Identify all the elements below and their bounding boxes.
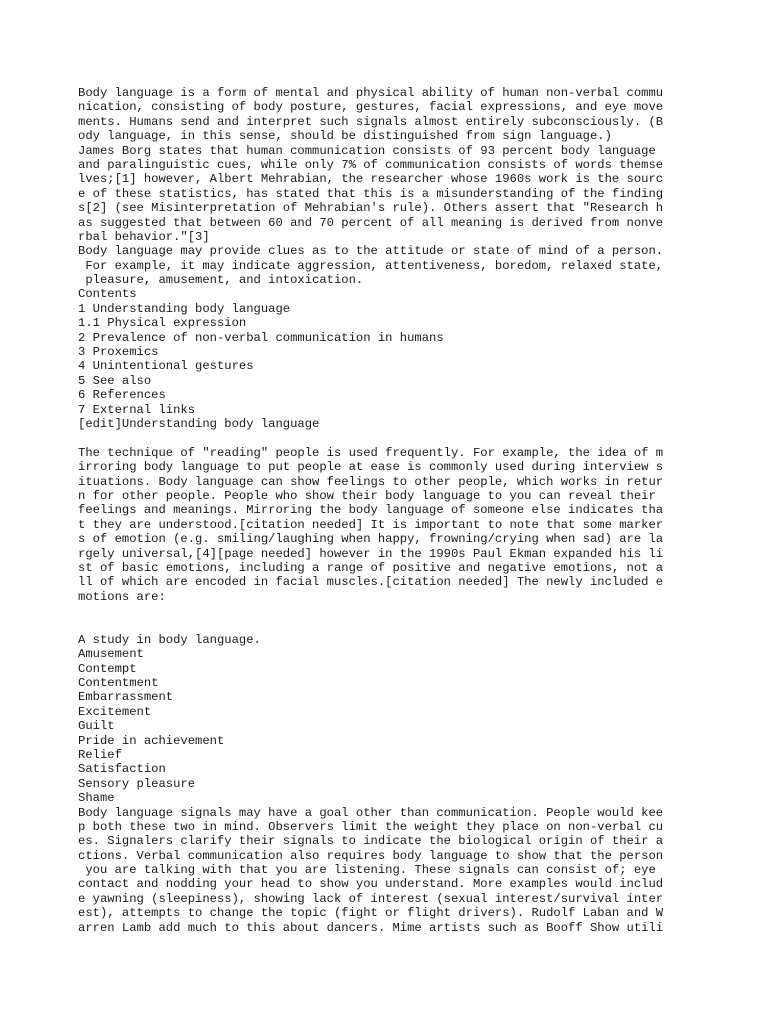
text-line: Body language signals may have a goal other than communication. People would kee	[78, 805, 664, 820]
list-item: Amusement	[78, 647, 144, 662]
text-line: rgely universal,[4][page needed] however in the 1990s Paul Ekman expanded his li	[78, 546, 664, 561]
text-line: ctions. Verbal communication also requires body language to show that the person	[78, 848, 664, 863]
text-line: James Borg states that human communication consists of 93 percent body language	[78, 143, 656, 158]
list-item: Sensory pleasure	[78, 776, 196, 791]
contents-item[interactable]: 3 Proxemics	[78, 345, 159, 360]
section-heading: [edit]Understanding body language	[78, 416, 320, 431]
contents-item[interactable]: 1 Understanding body language	[78, 301, 291, 316]
text-line: rbal behavior."[3]	[78, 229, 210, 244]
text-line: e yawning (sleepiness), showing lack of interest (sexual interest/survival inter	[78, 891, 664, 906]
list-item: Shame	[78, 791, 115, 806]
text-line: For example, it may indicate aggression, attentiveness, boredom, relaxed state,	[78, 258, 664, 273]
contents-item[interactable]: 7 External links	[78, 402, 196, 417]
contents-heading: Contents	[78, 287, 137, 302]
list-item: Contempt	[78, 661, 137, 676]
text-line: contact and nodding your head to show you understand. More examples would includ	[78, 877, 664, 892]
text-line: st of basic emotions, including a range of positive and negative emotions, not a	[78, 560, 664, 575]
list-item: Contentment	[78, 676, 159, 691]
document-page	[78, 86, 698, 935]
list-item: Satisfaction	[78, 762, 166, 777]
emotions-list	[78, 647, 698, 805]
list-item: Embarrassment	[78, 690, 174, 705]
text-line: irroring body language to put people at ease is commonly used during interview s	[78, 460, 664, 475]
text-line: as suggested that between 60 and 70 percent of all meaning is derived from nonve	[78, 215, 664, 230]
text-line: ll of which are encoded in facial muscles.[citation needed] The newly included e	[78, 575, 664, 590]
text-line: s of emotion (e.g. smiling/laughing when happy, frowning/crying when sad) are la	[78, 532, 664, 547]
contents-item[interactable]: 6 References	[78, 388, 166, 403]
text-line: pleasure, amusement, and intoxication.	[78, 273, 364, 288]
contents-item[interactable]: 1.1 Physical expression	[78, 316, 247, 331]
spacer	[78, 431, 698, 445]
list-item: Relief	[78, 747, 122, 762]
text-line: arren Lamb add much to this about dancers. Mime artists such as Booff Show utili	[78, 920, 664, 935]
text-line: ody language, in this sense, should be distinguished from sign language.)	[78, 129, 612, 144]
text-line: Body language is a form of mental and physical ability of human non-verbal commu	[78, 86, 664, 100]
contents-item[interactable]: 5 See also	[78, 373, 152, 388]
text-line: ituations. Body language can show feelings to other people, which works in retur	[78, 474, 664, 489]
contents-item[interactable]: 2 Prevalence of non-verbal communication in humans	[78, 330, 444, 345]
text-line: lves;[1] however, Albert Mehrabian, the researcher whose 1960s work is the sourc	[78, 172, 664, 187]
section-paragraph-1	[78, 446, 698, 604]
table-of-contents	[78, 287, 698, 417]
list-item: Excitement	[78, 704, 152, 719]
text-line: s[2] (see Misinterpretation of Mehrabian's rule). Others assert that "Research h	[78, 201, 664, 216]
text-line: p both these two in mind. Observers limit the weight they place on non-verbal cu	[78, 819, 664, 834]
intro-paragraph-1	[78, 86, 698, 144]
list-item: Guilt	[78, 719, 115, 734]
text-line: feelings and meanings. Mirroring the body language of someone else indicates tha	[78, 503, 664, 518]
text-line: est), attempts to change the topic (fight or flight drivers). Rudolf Laban and W	[78, 906, 664, 921]
text-line: es. Signalers clarify their signals to indicate the biological origin of their a	[78, 834, 664, 849]
text-line: nication, consisting of body posture, gestures, facial expressions, and eye move	[78, 100, 664, 115]
text-line: Body language may provide clues as to the attitude or state of mind of a person.	[78, 244, 664, 259]
text-line: ments. Humans send and interpret such signals almost entirely subconsciously. (B	[78, 114, 664, 129]
text-line: you are talking with that you are listening. These signals can consist of; eye	[78, 863, 656, 878]
text-line: e of these statistics, has stated that this is a misunderstanding of the finding	[78, 186, 664, 201]
contents-item[interactable]: 4 Unintentional gestures	[78, 359, 254, 374]
text-line: The technique of "reading" people is used frequently. For example, the idea of m	[78, 445, 664, 460]
text-line: n for other people. People who show their body language to you can reveal their	[78, 488, 656, 503]
text-line: t they are understood.[citation needed] It is important to note that some marker	[78, 517, 664, 532]
intro-paragraph-3	[78, 244, 698, 287]
section-paragraph-2	[78, 806, 698, 936]
image-caption: A study in body language.	[78, 632, 261, 647]
spacer	[78, 618, 698, 632]
text-line: and paralinguistic cues, while only 7% of communication consists of words themse	[78, 157, 664, 172]
list-item: Pride in achievement	[78, 733, 225, 748]
text-line: motions are:	[78, 589, 166, 604]
spacer	[78, 604, 698, 618]
intro-paragraph-2	[78, 144, 698, 245]
